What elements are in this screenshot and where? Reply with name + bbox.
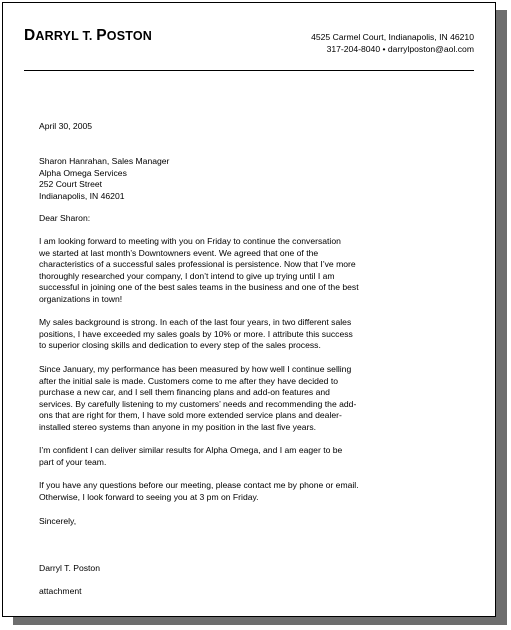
paragraph-line: positions, I have exceeded my sales goals by 10% or more. I attribute this success [39,328,353,339]
sender-name [24,27,152,45]
paragraph-line: installed stereo systems than anyone in my position in the last five years. [39,421,317,432]
paragraph-line: we started at last month’s Downtowners event. We agreed that one of the [39,247,319,258]
paragraph-line: successful in joining one of the best sales teams in the business and one of the best [39,282,359,293]
letterhead-divider [24,70,474,71]
letter-page [2,2,496,617]
paragraph-line: to superior closing skills and dedication to every step of the sales process. [39,340,321,351]
closing: Sincerely, [39,516,77,526]
paragraph-line: organizations in town! [39,293,123,304]
paragraph-line: Since January, my performance has been measured by how well I continue selling [39,364,352,374]
paragraph-line: ons that are right for them, I have sold more extended service plans and dealer- [39,410,342,421]
letter-date: April 30, 2005 [39,121,93,131]
paragraph-line: characteristics of a successful sales professional is persistence. Now that I’ve more [39,259,356,270]
name-initial-last: P [96,27,107,44]
paragraph [39,236,479,306]
paragraph-line: part of your team. [39,456,107,467]
paragraph-line: services. By carefully listening to my customers’ needs and recommending the add- [39,398,357,409]
paragraph-line: I am looking forward to meeting with you on Friday to continue the conversation [39,236,341,246]
paragraph [39,445,479,468]
recipient-line: Indianapolis, IN 46201 [39,190,125,201]
recipient-line: Sharon Hanrahan, Sales Manager [39,156,170,166]
paragraph-line: I’m confident I can deliver similar results for Alpha Omega, and I am eager to be [39,445,343,455]
paragraph [39,364,479,434]
paragraph-line: purchase a new car, and I sell them financing plans and add-on features and [39,387,330,398]
paragraph [39,480,479,503]
recipient-block [39,156,479,202]
paragraph [39,317,479,352]
salutation: Dear Sharon: [39,213,91,223]
paragraph-line: Otherwise, I look forward to seeing you at 3 pm on Friday. [39,491,259,502]
paragraph-line: My sales background is strong. In each of the last four years, in two different sales [39,317,352,327]
signature-name: Darryl T. Poston [39,563,100,573]
name-rest-last: OSTON [106,29,153,43]
paragraph-line: after the initial sale is made. Customers come to me after they have decided to [39,375,339,386]
sender-contact [311,31,474,55]
name-initial-first: D [24,27,36,44]
name-rest-first: ARRYL T. [35,29,97,43]
sender-phone-email: 317-204-8040 • darrylposton@aol.com [326,44,474,54]
paragraph-line: If you have any questions before our meeting, please contact me by phone or email. [39,480,359,490]
recipient-line: Alpha Omega Services [39,167,127,178]
enclosure-note: attachment [39,586,82,596]
recipient-line: 252 Court Street [39,179,103,190]
paragraph-line: thoroughly researched your company, I don’t intend to give up trying until I am [39,270,335,281]
sender-address: 4525 Carmel Court, Indianapolis, IN 46210 [311,32,474,42]
